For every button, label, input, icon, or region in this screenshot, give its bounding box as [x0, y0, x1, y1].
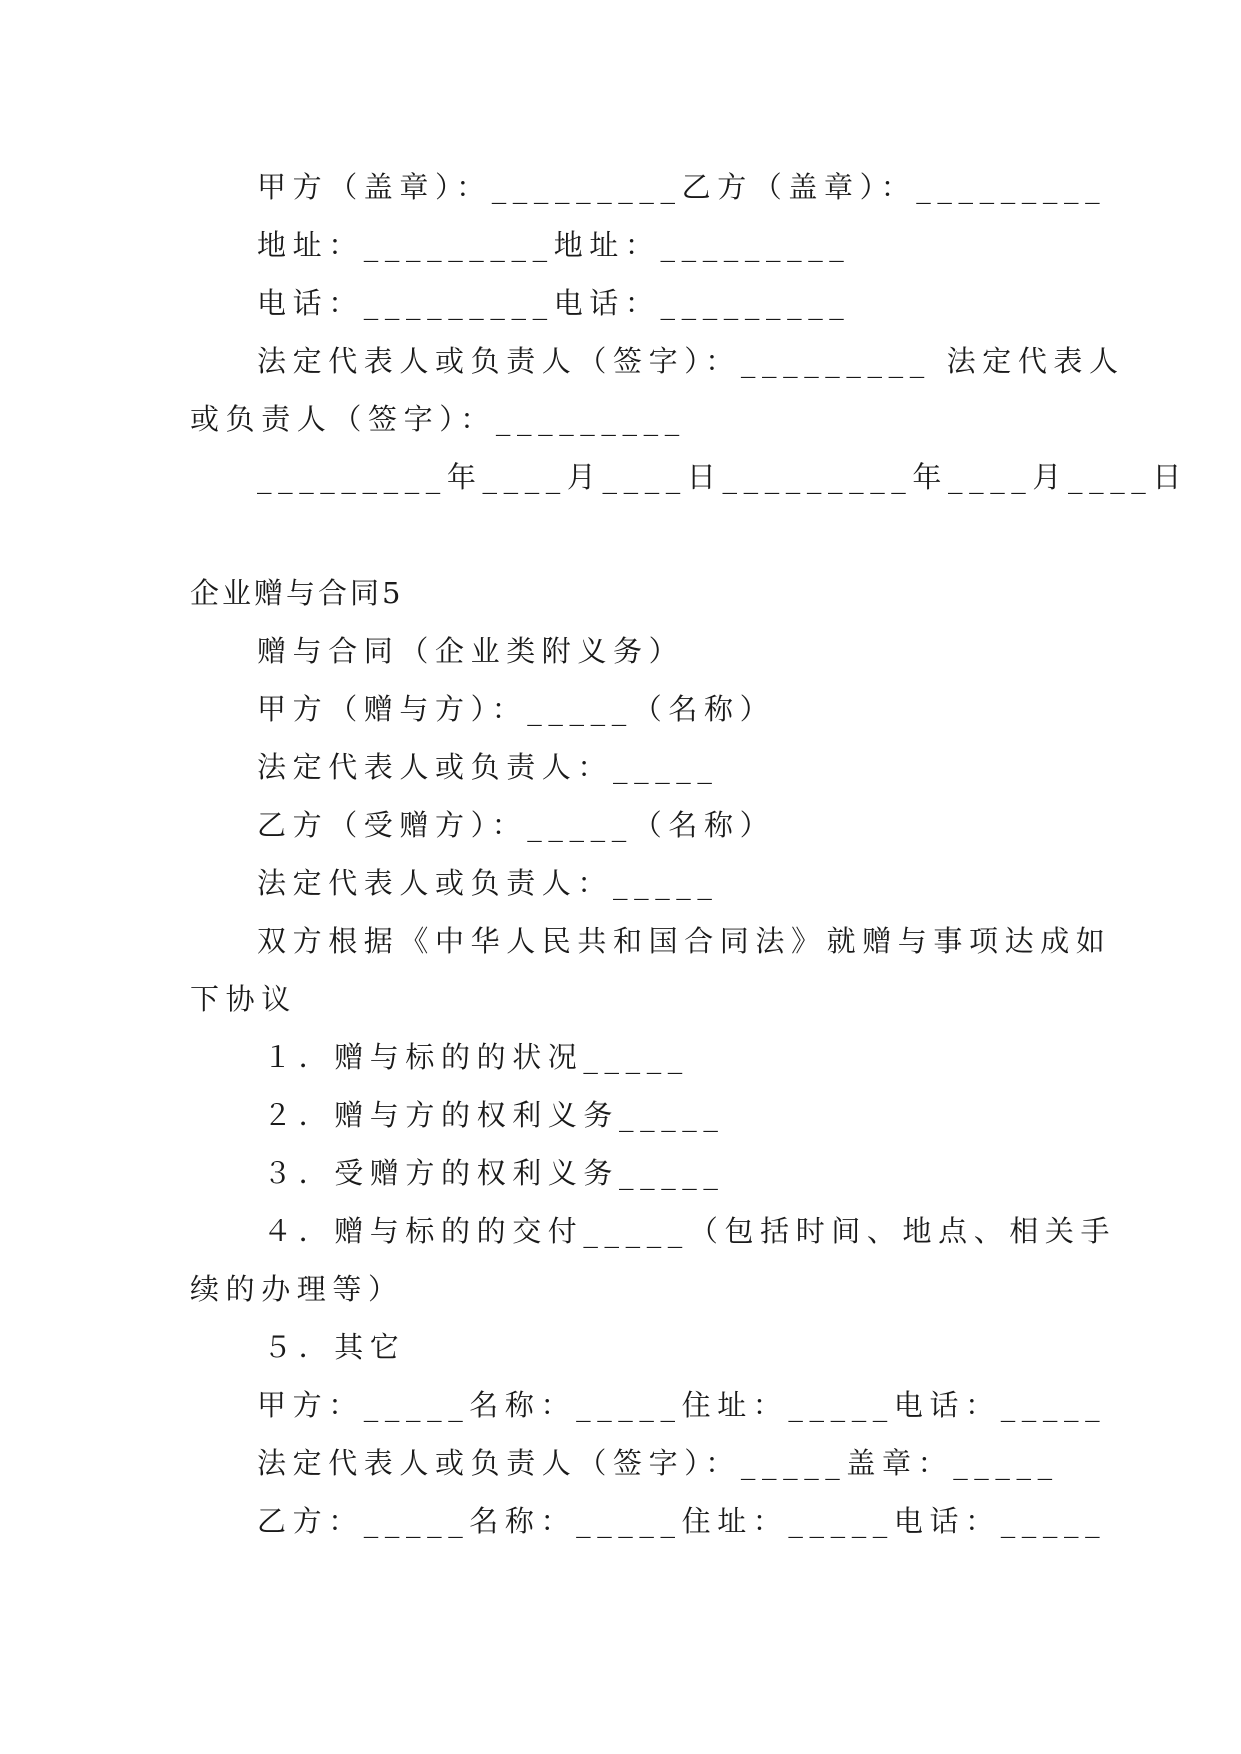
- clause-4: ４．赠与标的的交付_____（包括时间、地点、相关手: [263, 1214, 1117, 1248]
- clause-2: ２．赠与方的权利义务_____: [263, 1098, 725, 1132]
- party-a-seal-line: 甲方（盖章）：_________乙方（盖章）：_________: [257, 170, 1107, 204]
- contract-title: 赠与合同（企业类附义务）: [257, 634, 685, 668]
- signature-seal-line: 法定代表人或负责人（签字）：_____盖章：_____: [257, 1446, 1059, 1480]
- legal-representative-line: 法定代表人或负责人（签字）：_________ 法定代表人: [257, 344, 1125, 378]
- donee-representative-line: 法定代表人或负责人：_____: [257, 866, 719, 900]
- clause-1: １．赠与标的的状况_____: [263, 1040, 689, 1074]
- party-b-signature-line: 乙方：_____名称：_____住址：_____电话：_____: [257, 1504, 1107, 1538]
- date-line: _________年____月____日_________年____月____日: [257, 460, 1188, 494]
- legal-representative-continuation: 或负责人（签字）：_________: [190, 402, 686, 436]
- phone-line: 电话：_________电话：_________: [257, 286, 851, 320]
- section-title: 企业赠与合同5: [190, 576, 404, 610]
- clause-5: ５．其它: [263, 1330, 406, 1364]
- party-a-signature-line: 甲方：_____名称：_____住址：_____电话：_____: [257, 1388, 1107, 1422]
- clause-3: ３．受赠方的权利义务_____: [263, 1156, 725, 1190]
- address-line: 地址：_________地址：_________: [257, 228, 851, 262]
- agreement-intro-continuation: 下协议: [190, 982, 297, 1016]
- donor-representative-line: 法定代表人或负责人：_____: [257, 750, 719, 784]
- agreement-intro: 双方根据《中华人民共和国合同法》就赠与事项达成如: [257, 924, 1112, 958]
- donee-line: 乙方（受赠方）：_____（名称）: [257, 808, 776, 842]
- donor-line: 甲方（赠与方）：_____（名称）: [257, 692, 776, 726]
- clause-4-continuation: 续的办理等）: [190, 1272, 404, 1306]
